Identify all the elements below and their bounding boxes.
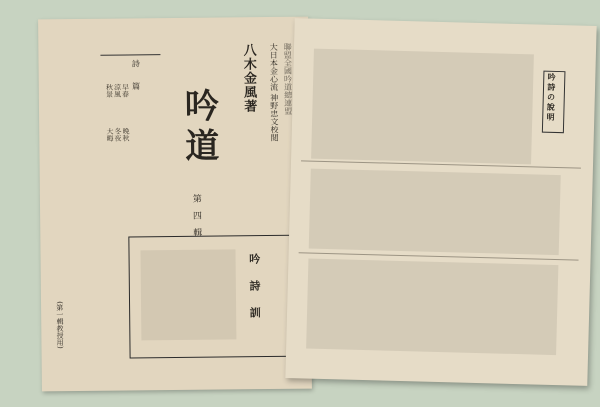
section-header: 吟詩の說明 — [545, 72, 558, 123]
text-block-middle — [309, 169, 561, 256]
footer-label: (第一輯教授用) — [55, 301, 65, 349]
text-block-upper — [311, 49, 534, 165]
author-line: 八木金風著 — [240, 43, 257, 114]
poem-line: 晚秋 — [121, 127, 131, 142]
lecture-title: 吟 詩 訓 — [247, 253, 262, 324]
right-page — [285, 18, 596, 386]
poems-header: 詩 篇 — [131, 59, 141, 96]
left-page — [38, 17, 312, 392]
poem-line: 冬夜 — [113, 127, 123, 142]
text-block-lower — [306, 259, 558, 356]
poem-line: 涼風 — [113, 83, 122, 98]
volume-number: 第四輯 — [190, 193, 202, 245]
affiliation-line: 聯盟全國吟道總連盟 — [283, 42, 293, 115]
school-line: 大日本金心流 神野忠文校閲 — [269, 42, 280, 142]
poem-line: 秋景 — [105, 83, 114, 98]
poem-line: 早春 — [121, 83, 130, 98]
poems-list — [100, 54, 161, 188]
lecture-text-block — [140, 249, 236, 340]
booklet-title: 吟道 — [178, 87, 220, 168]
poem-line: 大晦 — [105, 127, 115, 142]
